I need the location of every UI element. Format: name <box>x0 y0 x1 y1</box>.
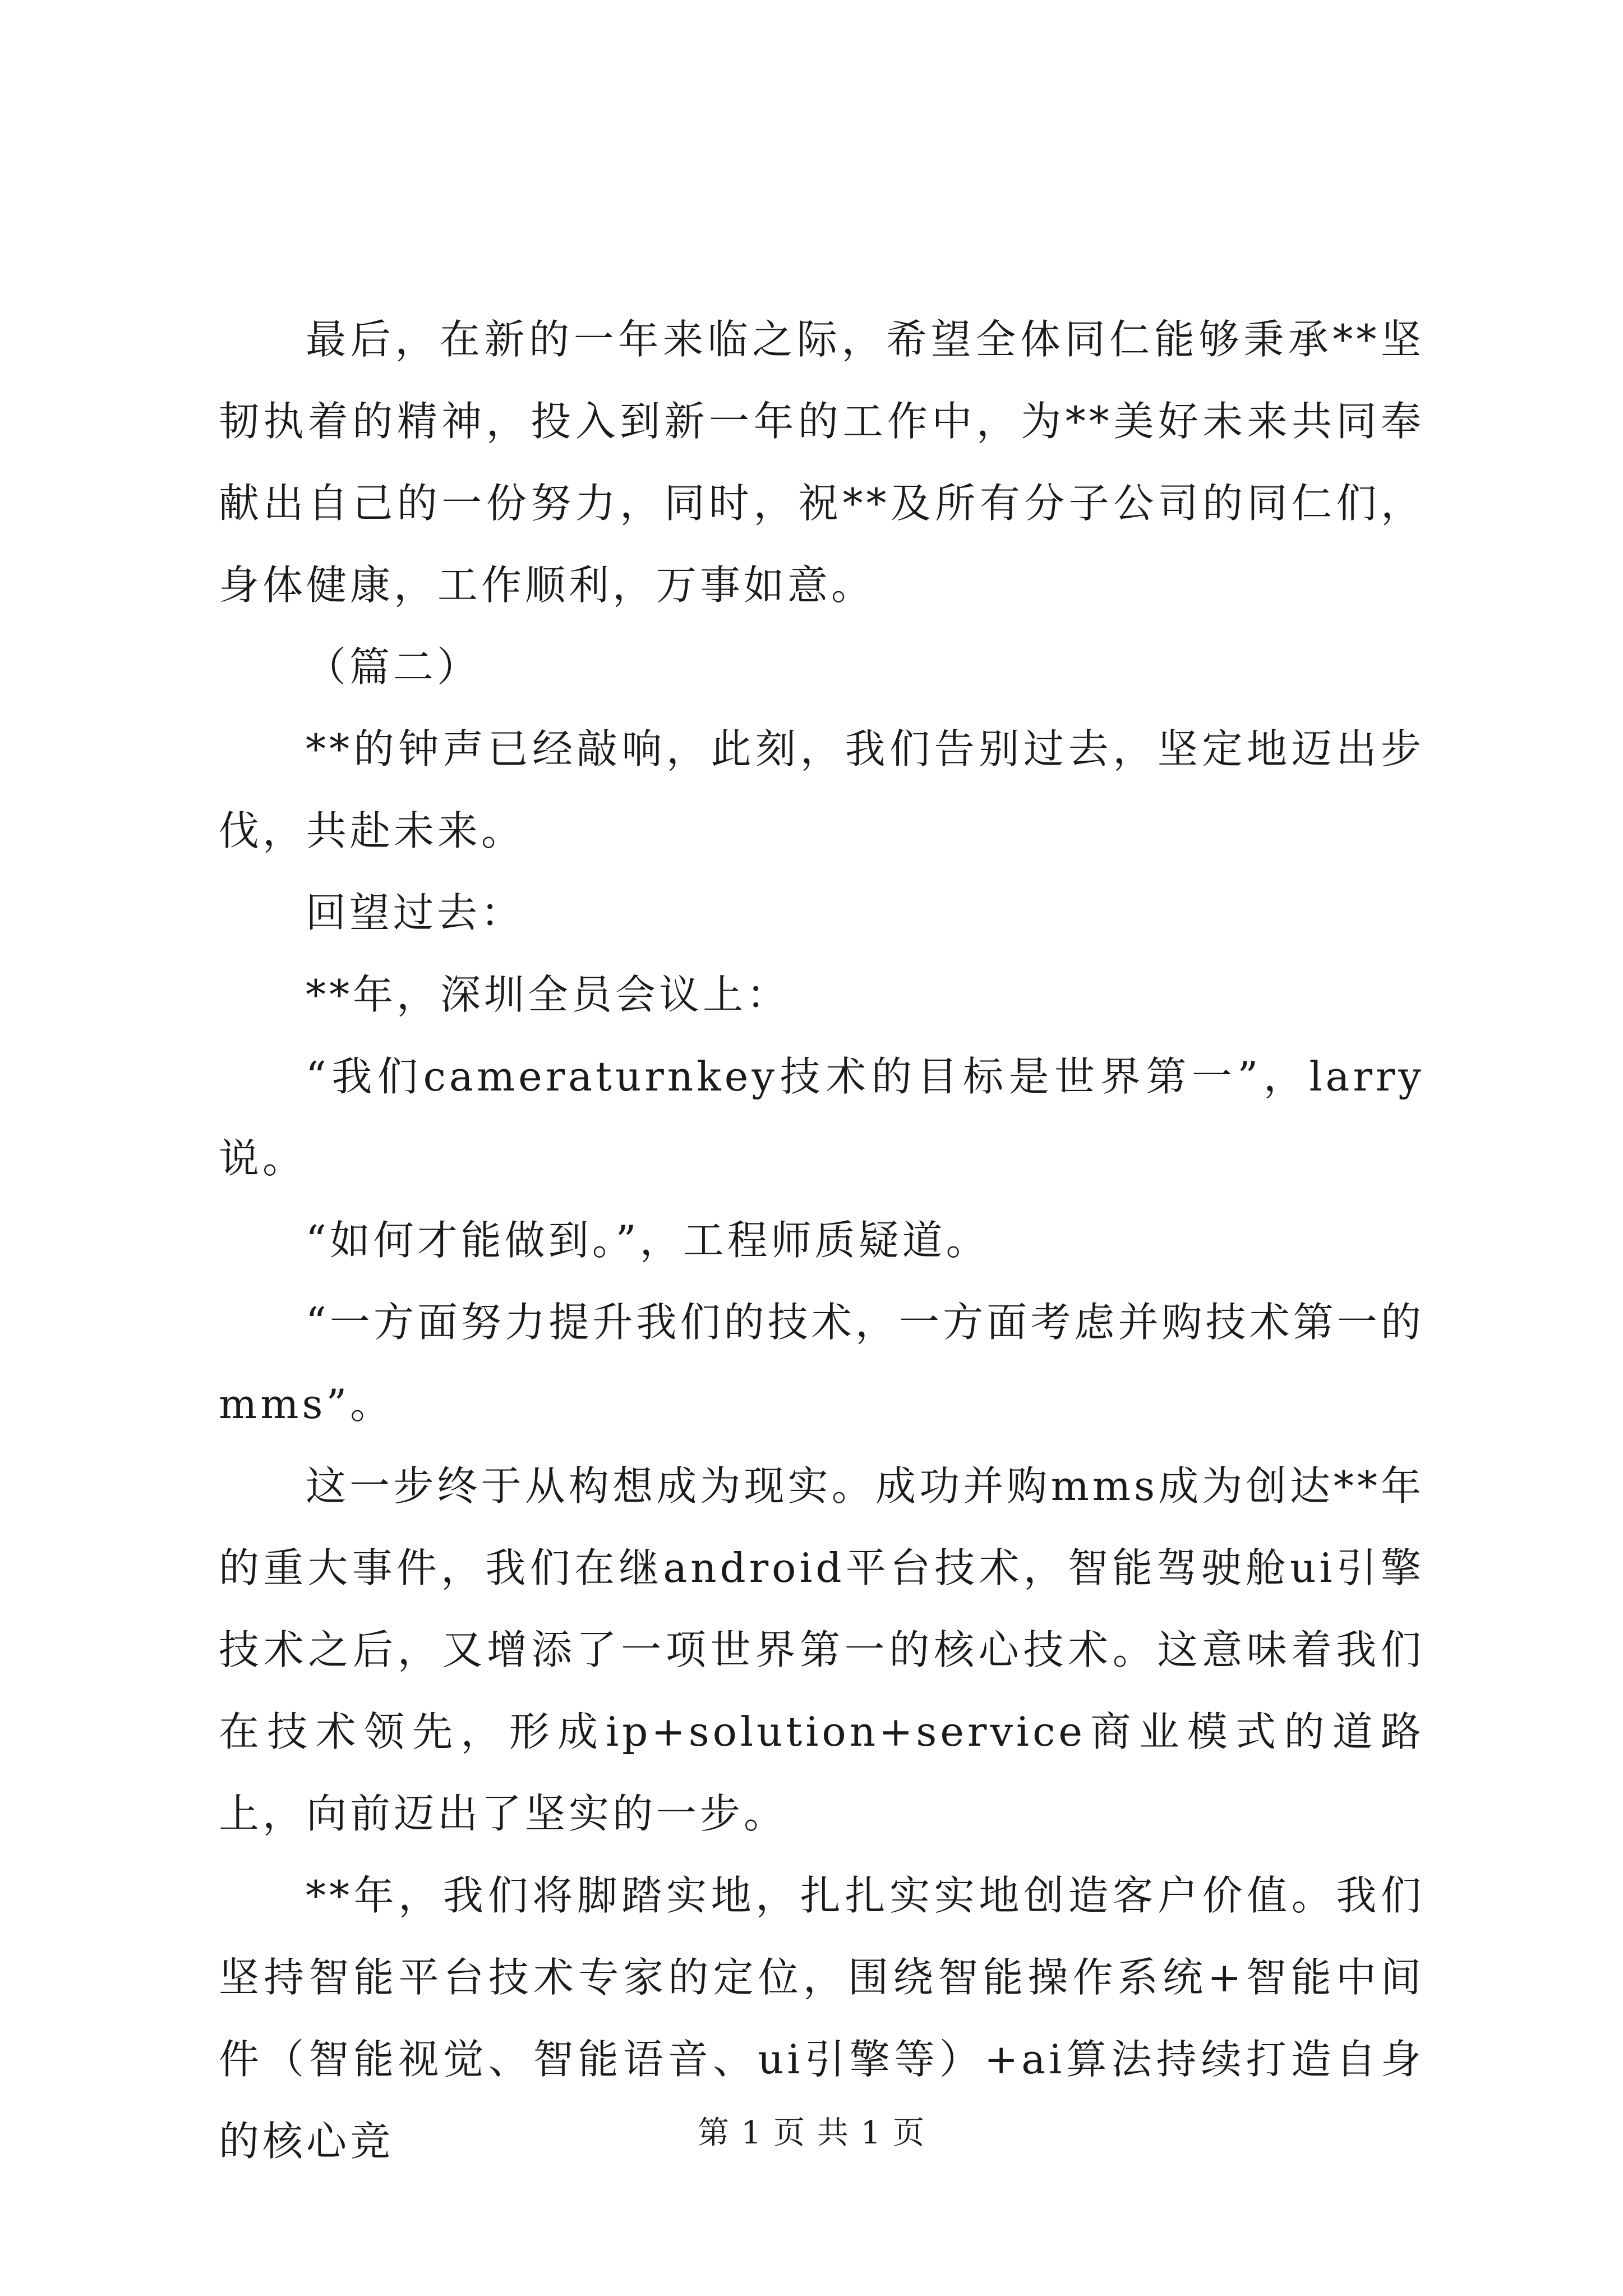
paragraph-acquisition-answer: “一方面努力提升我们的技术，一方面考虑并购技术第一的mms”。 <box>219 1299 1424 1428</box>
paragraph-mms-acquisition: 这一步终于从构想成为现实。成功并购mms成为创达**年的重大事件，我们在继android平台技术，智能驾驶舱ui引擎技术之后，又增添了一项世界第一的核心技术。这意味着我们在技术领先，形成ip+solution+service商业模式的道路上，向前迈出了坚实的一步。 <box>219 1462 1424 1837</box>
paragraph-larry-quote: “我们cameraturnkey技术的目标是世界第一”，larry说。 <box>219 1053 1424 1182</box>
paragraph-new-year-bell: **的钟声已经敲响，此刻，我们告别过去，坚定地迈出步伐，共赴未来。 <box>219 725 1424 854</box>
section-heading-part-two: （篇二） <box>306 643 481 691</box>
paragraph-closing-wishes: 最后，在新的一年来临之际，希望全体同仁能够秉承**坚韧执着的精神，投入到新一年的工作中，为**美好未来共同奉献出自己的一份努力，同时，祝**及所有分子公司的同仁们，身体健康，工作顺利，万事如意。 <box>219 316 1424 609</box>
paragraph-customer-value: **年，我们将脚踏实地，扎扎实实地创造客户价值。我们坚持智能平台技术专家的定位，围绕智能操作系统+智能中间件（智能视觉、智能语音、ui引擎等）+ai算法持续打造自身的核心竞 <box>219 1872 1424 2165</box>
paragraph-engineer-question: “如何才能做到。”，工程师质疑道。 <box>306 1217 990 1264</box>
paragraph-shenzhen-meeting: **年，深圳全员会议上： <box>306 971 791 1018</box>
document-body <box>219 298 1424 2182</box>
paragraph-looking-back: 回望过去： <box>306 889 525 936</box>
page-number-footer: 第 1 页 共 1 页 <box>697 2115 926 2151</box>
